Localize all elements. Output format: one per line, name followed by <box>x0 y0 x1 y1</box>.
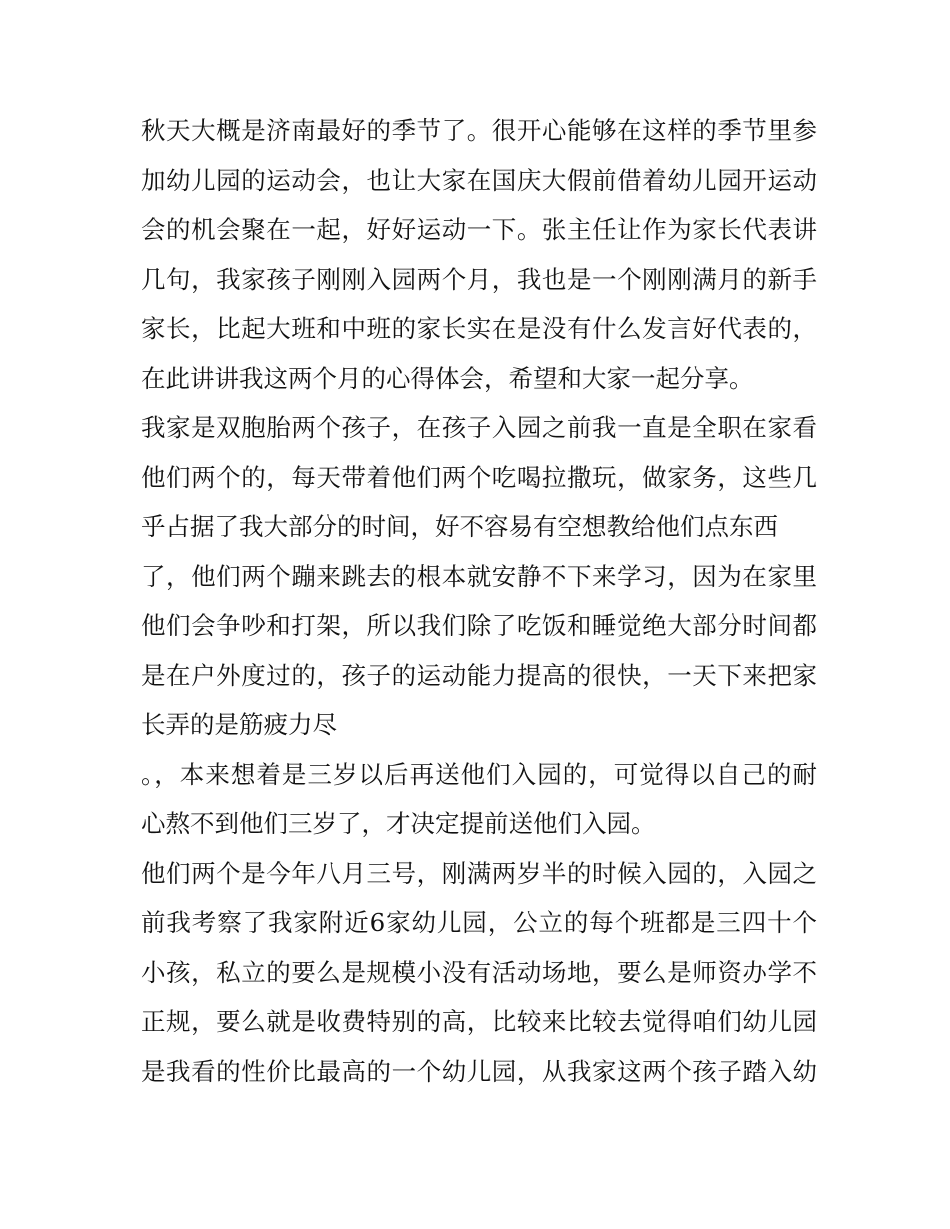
text-line: 小孩，私立的要么是规模小没有活动场地，要么是师资办学不 <box>141 957 817 987</box>
paragraph-4 <box>141 849 817 1097</box>
text-line: 加幼儿园的运动会，也让大家在国庆大假前借着幼儿园开运动 <box>141 165 817 195</box>
text-line: 他们两个是今年八月三号，刚满两岁半的时候入园的，入园之 <box>141 858 817 888</box>
text-line: 秋天大概是济南最好的季节了。很开心能够在这样的季节里参 <box>141 116 817 145</box>
text-line: 。，本来想着是三岁以后再送他们入园的，可觉得以自己的耐 <box>141 759 817 789</box>
text-line: 家长，比起大班和中班的家长实在是没有什么发言好代表的， <box>141 314 817 343</box>
text-line: 正规，要么就是收费特别的高，比较来比较去觉得咱们幼儿园 <box>141 1007 817 1036</box>
text-line: 几句，我家孩子刚刚入园两个月，我也是一个刚刚满月的新手 <box>141 264 817 294</box>
text-line: 他们会争吵和打架，所以我们除了吃饭和睡觉绝大部分时间都 <box>141 611 817 640</box>
text-line: 了，他们两个蹦来跳去的根本就安静不下来学习，因为在家里 <box>141 561 817 591</box>
text-line: 我家是双胞胎两个孩子，在孩子入园之前我一直是全职在家看 <box>141 413 817 442</box>
text-line: 前我考察了我家附近6家幼儿园，公立的每个班都是三四十个 <box>141 908 817 937</box>
text-line: 乎占据了我大部分的时间，好不容易有空想教给他们点东西 <box>141 512 778 541</box>
text-line: 心熬不到他们三岁了，才决定提前送他们入园。 <box>141 809 656 838</box>
text-line: 是在户外度过的，孩子的运动能力提高的很快，一天下来把家 <box>141 660 817 690</box>
text-line: 是我看的性价比最高的一个幼儿园，从我家这两个孩子踏入幼 <box>141 1056 817 1086</box>
paragraph-2 <box>141 403 817 750</box>
text-line: 长弄的是筋疲力尽 <box>141 710 337 739</box>
text-line: 会的机会聚在一起，好好运动一下。张主任让作为家长代表讲 <box>141 215 817 244</box>
paragraph-3 <box>141 750 817 849</box>
document-body <box>141 106 817 1096</box>
paragraph-1 <box>141 106 817 403</box>
text-line: 在此讲讲我这两个月的心得体会，希望和大家一起分享。 <box>141 363 754 393</box>
text-line: 他们两个的，每天带着他们两个吃喝拉撒玩，做家务，这些几 <box>141 462 817 492</box>
